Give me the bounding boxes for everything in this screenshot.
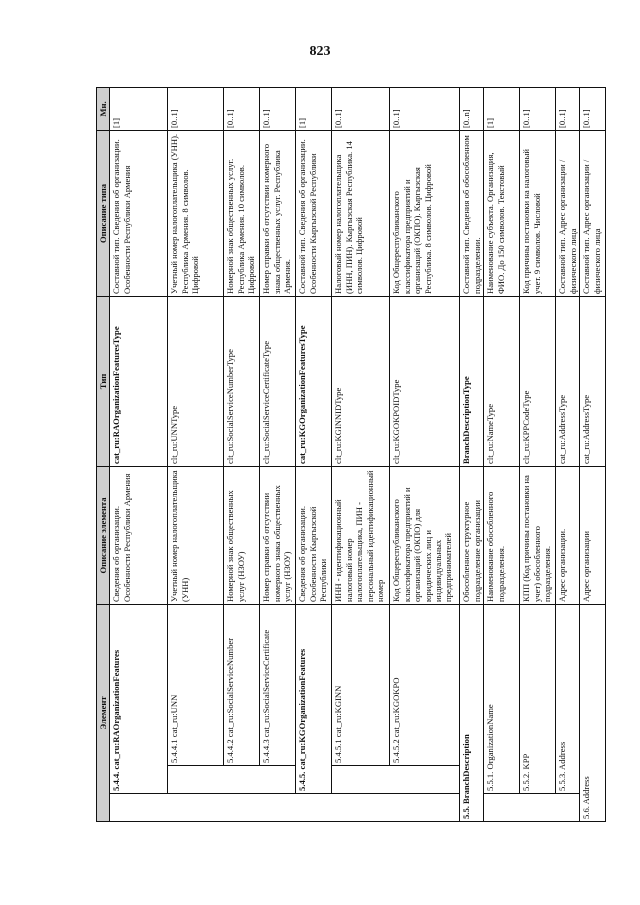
table-row	[168, 87, 224, 821]
row-number: 5.4.4.1	[169, 739, 180, 763]
page-number: 823	[309, 44, 331, 59]
element-name: Address	[581, 776, 592, 805]
type-description: Составной тип. Адрес организации / физического лица	[556, 130, 580, 296]
row-number: 5.4.5.1	[333, 739, 344, 763]
multiplicity: [0..1]	[260, 87, 296, 130]
row-number: 5.4.5.	[297, 771, 308, 791]
header-multiplicity: Мн.	[97, 87, 110, 130]
element-description: Сведения об организации. Особенности Кыргызской Республики	[296, 466, 332, 604]
table-row	[260, 87, 296, 821]
row-number: 5.4.4.	[111, 771, 122, 791]
table-row	[580, 87, 606, 821]
element-description: Адрес организации	[580, 466, 606, 604]
element-description: Наименование обособленного подразделения.	[484, 466, 520, 604]
type-name: clt_ru:NameType	[484, 296, 520, 466]
element-name: KPP	[521, 753, 532, 770]
table-row	[224, 87, 260, 821]
multiplicity: [1]	[110, 87, 168, 130]
type-description: Составной тип. Сведения об обособленном подразделении.	[460, 130, 484, 296]
element-name: cat_ru:RAOrganizationFeatures	[111, 649, 122, 770]
element-description: Обособленное структурное подразделение организации	[460, 466, 484, 604]
row-number: 5.4.4.3	[261, 739, 272, 763]
element-name: cat_ru:KGOrganizationFeatures	[297, 648, 308, 770]
element-name: cat_ru:SocialServiceNumber	[225, 637, 236, 738]
element-description: Код Общереспубликанского классификатора предприятий и организаций (ОКПО) для юридических лиц и индивидуальных предпринимателей	[390, 466, 460, 604]
row-number: 5.5.3.	[557, 771, 568, 791]
table-row	[484, 87, 520, 821]
element-name: OrganizationName	[485, 704, 496, 770]
multiplicity: [0..1]	[390, 87, 460, 130]
table-row	[390, 87, 460, 821]
element-description: Учетный номер налогоплательщика (УНН)	[168, 466, 224, 604]
row-number: 5.5.2.	[521, 771, 532, 791]
header-type: Тип	[97, 296, 110, 466]
element-description: Номер справки об отсутствии номерного знака общественных услуг (НЗОУ)	[260, 466, 296, 604]
type-name: clt_ru:SocialServiceCertificateType	[260, 296, 296, 466]
element-name: cat_ru:KGINN	[333, 685, 344, 738]
row-number: 5.4.5.2	[391, 739, 402, 763]
type-name: clt_ru:KPPCodeType	[520, 296, 556, 466]
element-name: cat_ru:KGOKPO	[391, 677, 402, 738]
type-name: clt_ru:KGOKPOIDType	[390, 296, 460, 466]
type-name: clt_ru:KGINNIDType	[332, 296, 390, 466]
element-description: Номерной знак общественных услуг (НЗОУ)	[224, 466, 260, 604]
type-name: cat_ru:KGOrganizationFeaturesType	[296, 296, 332, 466]
type-description: Наименование субъекта. Организация, ФИО. До 150 символов. Текстовый	[484, 130, 520, 296]
table-row	[296, 87, 332, 821]
rotated-table-area	[96, 88, 602, 822]
element-name: cat_ru:SocialServiceCertificate	[261, 629, 272, 738]
multiplicity: [0..1]	[556, 87, 580, 130]
element-name: cat_ru:UNN	[169, 694, 180, 738]
multiplicity: [1]	[296, 87, 332, 130]
type-description: Номерной знак общественных услуг. Республика Армения. 10 символов. Цифровой	[224, 130, 260, 296]
schema-table	[96, 87, 606, 822]
type-name: BranchDescriptionType	[460, 296, 484, 466]
row-number: 5.6.	[581, 806, 592, 819]
type-description: Составной тип. Адрес организации / физического лица	[580, 130, 606, 296]
multiplicity: [0..1]	[520, 87, 556, 130]
header-element: Элемент	[97, 604, 110, 821]
multiplicity: [0..n]	[460, 87, 484, 130]
row-number: 5.5.	[461, 806, 472, 819]
table-row	[460, 87, 484, 821]
table-row	[110, 87, 168, 821]
row-number: 5.5.1.	[485, 771, 496, 791]
type-description: Код причины постановки на налоговый учет. 9 символов. Числовой	[520, 130, 556, 296]
rotated-content	[96, 88, 602, 822]
type-description: Составной тип. Сведения об организации. Особенности Республики Армения	[110, 130, 168, 296]
type-description: Налоговый номер налогоплательщика (ИНН, ПИН). Кыргызская Республика. 14 символов. Цифровой	[332, 130, 390, 296]
type-description: Составной тип. Сведения об организации. Особенности Кыргызской Республики	[296, 130, 332, 296]
element-description: ИНН - идентификационный налоговый номер налогоплательщика, ПИН - персональный идентификационный номер	[332, 466, 390, 604]
table-row	[520, 87, 556, 821]
type-name: clt_ru:SocialServiceNumberType	[224, 296, 260, 466]
type-description: Учетный номер налогоплательщика (УНН). Республика Армения. 8 символов. Цифровой	[168, 130, 224, 296]
element-description: КПП (Код причины постановки на учет) обособленного подразделения.	[520, 466, 556, 604]
element-description: Адрес организации.	[556, 466, 580, 604]
type-name: clt_ru:UNNType	[168, 296, 224, 466]
type-name: cat_ru:RAOrganizationFeaturesType	[110, 296, 168, 466]
header-type-description: Описание типа	[97, 130, 110, 296]
type-description: Код Общереспубликанского классификатора предприятий и организаций (ОКПО). Кыргызская Республика. 8 символов. Цифровой	[390, 130, 460, 296]
multiplicity: [1]	[484, 87, 520, 130]
type-description: Номер справки об отсутствии номерного знака общественных услуг. Республика Армения.	[260, 130, 296, 296]
table-header-row	[97, 87, 110, 821]
table-row	[332, 87, 390, 821]
type-name: cat_ru:AddressType	[556, 296, 580, 466]
type-name: cat_ru:AddressType	[580, 296, 606, 466]
multiplicity: [0..1]	[168, 87, 224, 130]
multiplicity: [0..1]	[224, 87, 260, 130]
element-name: Address	[557, 741, 568, 770]
element-description: Сведения об организации. Особенности Республики Армения	[110, 466, 168, 604]
multiplicity: [0..1]	[332, 87, 390, 130]
table-row	[556, 87, 580, 821]
multiplicity: [0..1]	[580, 87, 606, 130]
header-description: Описание элемента	[97, 466, 110, 604]
row-number: 5.4.4.2	[225, 739, 236, 763]
element-name: BranchDescription	[461, 734, 472, 804]
